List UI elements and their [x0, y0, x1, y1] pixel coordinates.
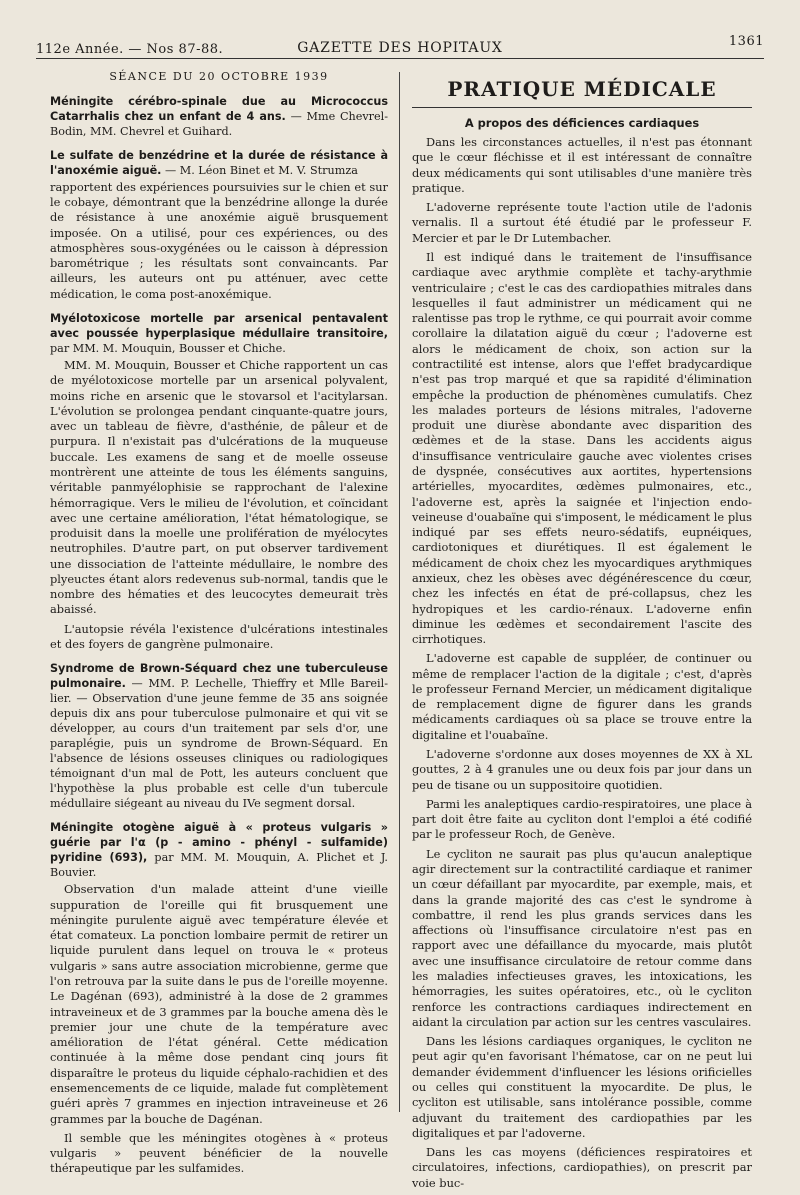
title-text: Méningite otogène aiguë à « proteus vulgaris » guérie par l'α (p - amino - phényl - sulfamide) pyridine (693),	[50, 821, 388, 865]
article-title	[50, 820, 388, 880]
title-text: Myélotoxicose mortelle par arsenical pentavalent avec poussée hyperplasique médullaire transitoire,	[50, 311, 388, 340]
page-number: 1361	[728, 34, 764, 49]
column-divider	[399, 72, 400, 1112]
paragraph: Dans les lésions cardiaques organiques, le cycliton ne peut agir qu'en favorisant l'hématose, car on ne peut lui demander évidemment d'influencer les lésions orificielles ou celles qui constituent la myocardite. De plus, le cycliton est utilisable, sans intolérance possible, comme adjuvant du traitement des cardiopathies par les digitaliques et par l'adoverne.	[412, 1034, 752, 1140]
paragraph: L'adoverne s'ordonne aux doses moyennes de XX à XL gouttes, 2 à 4 granules une ou deux fois par jour dans un peu de tisane ou un suppositoire quotidien.	[412, 747, 752, 792]
title-text: Le sulfate de benzédrine et la durée de résistance à l'anoxémie aiguë.	[50, 148, 388, 177]
paragraph: rapportent des expériences poursuivies sur le chien et sur le cobaye, démontrant que la benzédrine allonge la durée de résistance à une anoxémie aiguë brusquement imposée. On a utilisé, pour ces expériences, ou des atmosphères sous-oxygénées ou le caisson à dépression barométrique ; les résultats sont convaincants. Par ailleurs, les auteurs ont pu atténuer, avec cette médication, le coma post-anoxémique.	[50, 179, 388, 301]
section-rule	[412, 107, 752, 108]
paragraph: Parmi les analeptiques cardio-respiratoires, une place à part doit être faite au cycliton dont l'emploi a été codifié par le professeur Roch, de Genève.	[412, 796, 752, 842]
article-title	[50, 311, 388, 356]
session-heading: SÉANCE DU 20 OCTOBRE 1939	[109, 70, 329, 83]
paragraph: Il semble que les méningites otogènes à « proteus vulgaris » peuvent bénéficier de la nouvelle thérapeutique par les sulfamides.	[50, 1130, 388, 1176]
paragraph: Dans les circonstances actuelles, il n'est pas étonnant que le cœur fléchisse et il est intéressant de connaître deux médicaments qui sont utilisables d'une manière très pratique.	[412, 135, 752, 195]
article-title	[50, 148, 388, 178]
paragraph: MM. M. Mouquin, Bousser et Chiche rapportent un cas de myélotoxicose mortelle par un arsenical polyvalent, moins riche en arsenic que le stovarsol et l'acitylarsan. L'évolution se prolongea pendant cinquante-quatre jours, avec un tableau de fièvre, d'asthénie, de pâleur et de purpura. Il n'existait pas d'ulcérations de la muqueuse buccale. Les examens de sang et de moelle osseuse montrèrent une atteinte de tous les éléments sanguins, véritable panmyélophisie se rapprochant de l'alexine hémorragique. Vers le milieu de l'évolution, et coïncidant avec une certaine amélioration, l'état hématologique, se produisit dans la moelle une prolifération de myélocytes neutrophiles. D'autre part, on put observer tardivement une dissociation de l'atteinte médullaire, le nombre des plyeuctes étant alors redevenus sub-normal, tandis que le nombre des hématies et des leucocytes demeurait très abaissé.	[50, 357, 388, 617]
title-text: Méningite cérébro-spinale due au Micrococcus Catarrhalis chez un enfant de 4 ans.	[50, 94, 388, 123]
journal-title: GAZETTE DES HOPITAUX	[297, 40, 503, 56]
title-text: Syndrome de Brown-Séquard chez une tuberculeuse pulmonaire.	[50, 662, 388, 691]
right-column	[412, 70, 752, 1195]
article-title	[50, 94, 388, 139]
article-subtitle: A propos des déficiences cardiaques	[464, 115, 700, 130]
left-column	[50, 70, 388, 1181]
authors: — MM. P. Lechelle, Thieffry et Mlle Bareil-lier. — Observation d'une jeune femme de 35 ans soignée depuis dix ans pour tuberculose pulmonaire et qui vit se développer, au cours d'un traitement par sels d'or, une paraplégie, puis un syndrome de Brown-Séquard. En l'absence de lésions osseuses cliniques ou radiologiques témoignant d'un mal de Pott, les auteurs concluent que l'hypothèse la plus probable est celle d'un tubercule médullaire siégeant au niveau du IVe segment dorsal.	[50, 677, 388, 811]
paragraph: L'autopsie révéla l'existence d'ulcérations intestinales et des foyers de gangrène pulmonaire.	[50, 621, 388, 652]
article-title	[50, 661, 388, 811]
authors: — Mme Chevrel-Bodin, MM. Chevrel et Guihard.	[50, 109, 388, 138]
paragraph: Observation d'un malade atteint d'une vieille suppuration de l'oreille qui fit brusquement une méningite purulente aiguë avec température élevée et état comateux. La ponction lombaire permit de retirer un liquide purulent dans lequel on trouva le « proteus vulgaris » sans autre association microbienne, germe que l'on retrouva par la suite dans le pus de l'oreille moyenne. Le Dagénan (693), administré à la dose de 2 grammes intraveineux et de 3 grammes par la bouche amena dès le premier jour une chute de la température avec amélioration de l'état général. Cette médication continuée à la même dose pendant cinq jours fit disparaître le proteus du liquide céphalo-rachidien et des ensemencements de ce liquide, malade fut complètement guéri après 7 grammes en injection intraveineuse et 26 grammes par la bouche de Dagénan.	[50, 882, 388, 1126]
authors: par MM. M. Mouquin, A. Plichet et J. Bouvier.	[50, 851, 388, 880]
authors: par MM. M. Mouquin, Bousser et Chiche.	[50, 341, 286, 355]
issue-number: 112e Année. — Nos 87-88.	[36, 42, 224, 57]
page-header	[36, 34, 764, 62]
section-title: PRATIQUE MÉDICALE	[447, 77, 717, 101]
paragraph: Dans les cas moyens (déficiences respiratoires et circulatoires, infections, cardiopathies), on prescrit par voie buc-	[412, 1145, 752, 1190]
paragraph: L'adoverne représente toute l'action utile de l'adonis vernalis. Il a surtout été étudié par le professeur F. Mercier et par le Dr Lutembacher.	[412, 200, 752, 245]
paragraph: Le cycliton ne saurait pas plus qu'aucun analeptique agir directement sur la contractilité cardiaque et ranimer un cœur défaillant par myocardite, par exemple, mais, et dans la grande majorité des cas c'est le syndrome à combattre, il rend les plus grands services dans les affections où l'insuffisance circulatoire n'est pas en rapport avec une défaillance du myocarde, mais plutôt avec une insuffisance circulatoire de retour comme dans les maladies infectieuses graves, les intoxications, les hémorragies, les suites opératoires, etc., où le cycliton renforce les contractions cardiaques indirectement en aidant la circulation par action sur les centres vasculaires.	[412, 846, 752, 1029]
paragraph: Il est indiqué dans le traitement de l'insuffisance cardiaque avec arythmie complète et tachy-arythmie ventriculaire ; c'est le cas des cardiopathies mitrales dans lesquelles il faut administrer un médicament qui ne ralentisse pas trop le rythme, ce qui pourrait avoir comme corollaire la dilatation aiguë du cœur ; l'adoverne est alors le médicament de choix, son action sur la contractilité est intense, alors que l'effet bradycardique n'est pas trop marqué et que sa rapidité d'élimination empêche la production de phénomènes cumulatifs. Chez les malades porteurs de lésions mitrales, l'adoverne produit une diurèse abondante avec disparition des œdèmes et de la stase. Dans les accidents aigus d'insuffisance ventriculaire gauche avec violentes crises de dyspnée, consécutives aux aortites, hypertensions artérielles, myocardites, œdèmes pulmonaires, etc., l'adoverne est, après la saignée et l'injection endo-veineuse d'ouabaïne qui s'imposent, le médicament le plus indiqué par ses effets neuro-sédatifs, eupnéiques, cardiotoniques et diurétiques. Il est également le médicament de choix chez les myocardiques arythmiques anxieux, chez les obèses avec dégénérescence du cœur, chez les infectés en état de pré-collapsus, chez les hydropiques et les cardio-rénaux. L'adoverne enfin diminue les œdèmes et secondairement l'ascite des cirrhotiques.	[412, 250, 752, 647]
paragraph: L'adoverne est capable de suppléer, de continuer ou même de remplacer l'action de la digitale ; c'est, d'après le professeur Fernand Mercier, un médicament digitalique de remplacement digne de figurer dans les grands médicaments cardiaques où sa place se trouve entre la digitaline et l'ouabaïne.	[412, 651, 752, 742]
header-rule	[36, 58, 764, 59]
authors: — M. Léon Binet et M. V. Strumza	[161, 163, 358, 177]
